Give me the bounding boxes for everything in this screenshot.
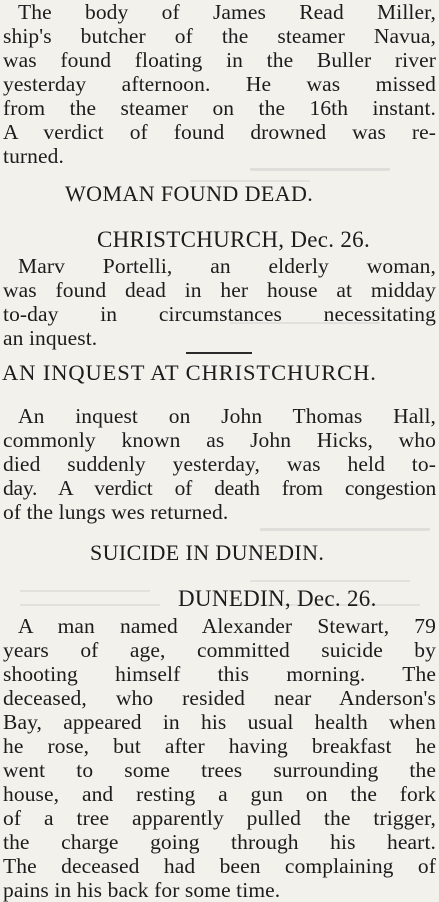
- article-line: An inquest on John Thomas Hall,: [18, 404, 436, 428]
- article-line: from the steamer on the 16th instant.: [3, 96, 436, 120]
- article-line: was found floating in the Buller river: [3, 48, 436, 72]
- article-heading: AN INQUEST AT CHRISTCHURCH.: [2, 360, 377, 385]
- dateline: DUNEDIN, Dec. 26.: [178, 586, 377, 611]
- article-line: The body of James Read Miller,: [18, 0, 436, 24]
- article-line: an inquest.: [3, 326, 98, 350]
- article-line: shooting himself this morning. The: [3, 662, 436, 686]
- article-line: of a tree apparently pulled the trigger,: [3, 806, 436, 830]
- section-rule: [186, 352, 252, 354]
- article-line: day. A verdict of death from congestion: [3, 476, 436, 500]
- article-line: A verdict of found drowned was re-: [3, 120, 436, 144]
- article-line: went to some trees surrounding the: [3, 758, 436, 782]
- article-line: to-day in circumstances necessitating: [3, 302, 436, 326]
- article-line: turned.: [3, 144, 65, 168]
- article-line: of the lungs wes returned.: [3, 500, 229, 524]
- article-heading: WOMAN FOUND DEAD.: [65, 181, 314, 206]
- article-line: A man named Alexander Stewart, 79: [18, 614, 436, 638]
- article-line: yesterday afternoon. He was missed: [3, 72, 436, 96]
- article-heading: SUICIDE IN DUNEDIN.: [90, 540, 325, 565]
- article-line: commonly known as John Hicks, who: [3, 428, 436, 452]
- article-line: years of age, committed suicide by: [3, 638, 436, 662]
- article-line: was found dead in her house at midday: [3, 278, 436, 302]
- article-line: ship's butcher of the steamer Navua,: [3, 24, 436, 48]
- article-line: house, and resting a gun on the fork: [3, 782, 436, 806]
- article-line: died suddenly yesterday, was held to-: [3, 452, 436, 476]
- article-line: deceased, who resided near Anderson's: [3, 686, 436, 710]
- dateline: CHRISTCHURCH, Dec. 26.: [97, 227, 371, 252]
- article-line: Marv Portelli, an elderly woman,: [18, 254, 436, 278]
- article-line: the charge going through his heart.: [3, 830, 436, 854]
- article-line: Bay, appeared in his usual health when: [3, 710, 436, 734]
- article-line: he rose, but after having breakfast he: [3, 734, 436, 758]
- article-line: The deceased had been complaining of: [3, 854, 436, 878]
- article-line: pains in his back for some time.: [3, 878, 281, 902]
